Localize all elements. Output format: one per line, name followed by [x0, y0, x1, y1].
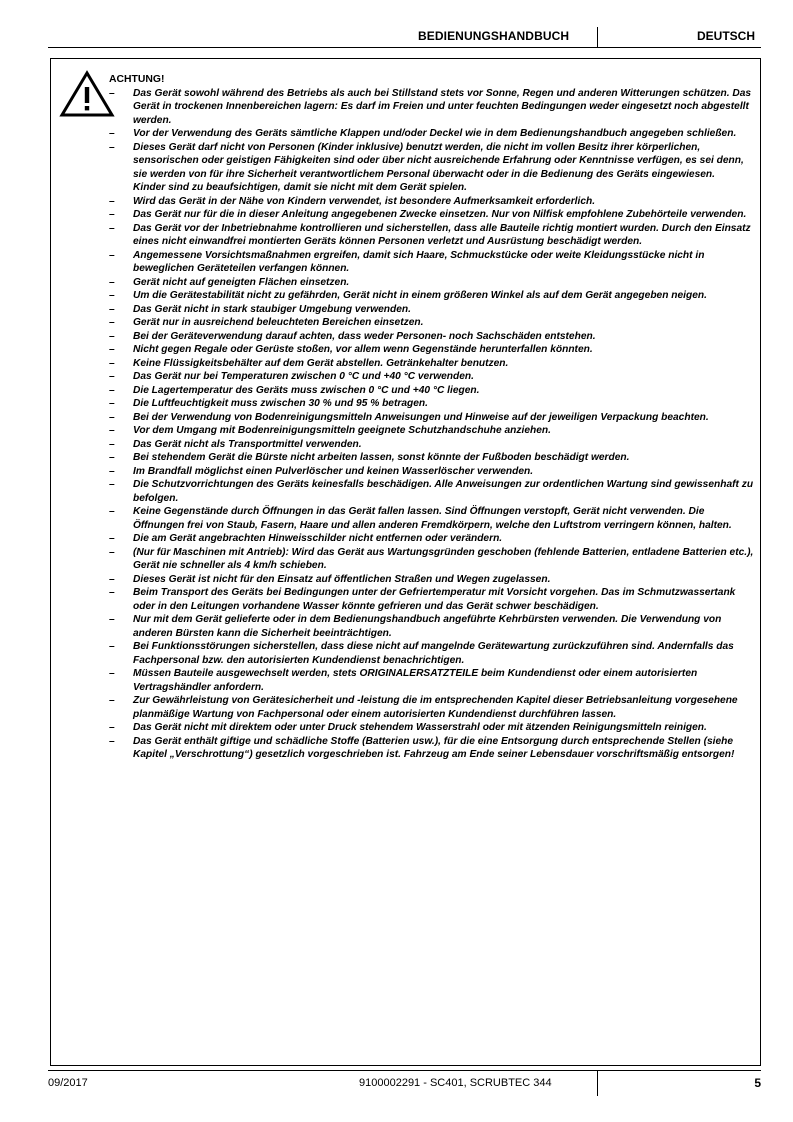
warning-item-text: Die Luftfeuchtigkeit muss zwischen 30 % und 95 % betragen.	[133, 398, 428, 409]
dash-bullet: –	[109, 290, 115, 301]
dash-bullet: –	[109, 587, 115, 598]
dash-bullet: –	[109, 330, 115, 342]
warning-item-text: Beim Transport des Geräts bei Bedingungen unter der Gefriertemperatur mit Vorsicht vorgehen. Das im Schmutzwassertank oder in den Leitungen vorhandene Wasser könnte gefrieren und das Gerät schwer beschädigen.	[133, 587, 736, 612]
warning-item	[109, 573, 755, 587]
warning-item	[109, 276, 755, 290]
warning-item-text: Das Gerät vor der Inbetriebnahme kontrollieren und sicherstellen, dass alle Bauteile richtig montiert wurden. Durch den Einsatz eines nicht einwandfrei montierten Geräts können Personen verletzt und Ausrüstung beschädigt werden.	[133, 222, 751, 247]
warning-item-text: Die am Gerät angebrachten Hinweisschilder nicht entfernen oder verändern.	[133, 533, 503, 544]
dash-bullet: –	[109, 128, 115, 139]
warning-item	[109, 222, 755, 249]
warning-item	[109, 546, 755, 573]
warning-item	[109, 289, 755, 303]
dash-bullet: –	[109, 317, 115, 328]
warning-item-text: Das Gerät enthält giftige und schädliche Stoffe (Batterien usw.), für die eine Entsorgung durch entsprechende Stellen (siehe Kapitel „Verschrottung“) gesetzlich vorgeschrieben ist. Fahrzeug am Ende seiner Lebensdauer vorschriftsmäßig entsorgen!	[133, 735, 735, 760]
warning-item-text: Bei Funktionsstörungen sicherstellen, dass diese nicht auf mangelnde Gerätewartung zurückzuführen sind. Andernfalls das Fachpersonal bzw. den autorisierten Kundendienst benachrichtigen.	[133, 641, 734, 666]
warning-item	[109, 127, 755, 141]
warning-item	[109, 465, 755, 479]
warning-item	[109, 316, 755, 330]
dash-bullet: –	[109, 533, 115, 544]
warning-item	[109, 87, 755, 128]
warning-item-text: Im Brandfall möglichst einen Pulverlöscher und keinen Wasserlöscher verwenden.	[133, 465, 534, 477]
footer-separator	[597, 1070, 598, 1096]
dash-bullet: –	[109, 438, 115, 450]
warning-item	[109, 411, 755, 425]
warning-item	[109, 330, 755, 344]
warning-item-text: Bei stehendem Gerät die Bürste nicht arbeiten lassen, sonst könnte der Fußboden beschädigt werden.	[133, 452, 630, 463]
dash-bullet: –	[109, 614, 115, 625]
warning-item-text: Die Schutzvorrichtungen des Geräts keinesfalls beschädigen. Alle Anweisungen zur ordentlichen Wartung sind gewissenhaft zu befolgen.	[133, 479, 754, 504]
warning-item-subtext: Kinder sind zu beaufsichtigen, damit sie nicht mit dem Gerät spielen.	[133, 182, 467, 193]
warning-item-text: Nur mit dem Gerät gelieferte oder in dem Bedienungshandbuch angeführte Kehrbürsten verwenden. Die Verwendung von anderen Bürsten kann die Sicherheit beeinträchtigen.	[133, 614, 722, 639]
warning-item	[109, 370, 755, 384]
warning-item-text: Bei der Geräteverwendung darauf achten, dass weder Personen- noch Sachschäden entstehen.	[133, 330, 596, 342]
warning-item	[109, 208, 755, 222]
warning-item-text: Müssen Bauteile ausgewechselt werden, stets ORIGINALERSATZTEILE beim Kundendienst oder einem autorisierten Vertragshändler anfordern.	[133, 668, 698, 693]
dash-bullet: –	[109, 209, 115, 220]
dash-bullet: –	[109, 344, 115, 355]
dash-bullet: –	[109, 465, 115, 477]
warning-item-text: Das Gerät nicht als Transportmittel verwenden.	[133, 438, 362, 450]
dash-bullet: –	[109, 141, 115, 153]
dash-bullet: –	[109, 195, 115, 207]
warning-item	[109, 438, 755, 452]
header-rule	[48, 47, 761, 48]
dash-bullet: –	[109, 641, 115, 652]
warning-item	[109, 141, 755, 195]
warning-item	[109, 721, 755, 735]
warning-item	[109, 397, 755, 411]
footer-model: 9100002291 - SC401, SCRUBTEC 344	[359, 1077, 552, 1089]
warning-item-text: Das Gerät nicht in stark staubiger Umgebung verwenden.	[133, 303, 411, 315]
warning-item	[109, 735, 755, 762]
dash-bullet: –	[109, 303, 115, 315]
warning-item	[109, 424, 755, 438]
warning-item	[109, 532, 755, 546]
warning-item	[109, 384, 755, 398]
dash-bullet: –	[109, 695, 115, 706]
dash-bullet: –	[109, 668, 115, 679]
warning-title: ACHTUNG!	[109, 74, 165, 85]
warning-item-text: Vor der Verwendung des Geräts sämtliche Klappen und/oder Deckel wie in dem Bedienungshandbuch angegeben schließen.	[133, 128, 737, 139]
warning-item	[109, 694, 755, 721]
warning-item	[109, 303, 755, 317]
warning-item	[109, 505, 755, 532]
header-separator	[597, 27, 598, 47]
warning-item	[109, 195, 755, 209]
dash-bullet: –	[109, 249, 115, 261]
warning-item-text: Dieses Gerät darf nicht von Personen (Kinder inklusive) benutzt werden, die nicht im vollen Besitz ihrer körperlichen, sensorischen oder geistigen Fähigkeiten sind oder über nicht ausreichende Erfahrung oder Kenntnisse verfügen, es sei denn, sie werden von für ihre Sicherheit verantwortlichem Personal überwacht oder in die Bedienung des Geräts eingewiesen.	[133, 141, 744, 180]
dash-bullet: –	[109, 371, 115, 382]
warning-triangle-icon	[59, 70, 115, 118]
page-number: 5	[754, 1076, 761, 1090]
warning-item-text: Das Gerät nur für die in dieser Anleitung angegebenen Zwecke einsetzen. Nur von Nilfisk empfohlene Zubehörteile verwenden.	[133, 209, 747, 220]
warning-item	[109, 357, 755, 371]
warning-item	[109, 667, 755, 694]
warning-item-text: Keine Flüssigkeitsbehälter auf dem Gerät abstellen. Getränkehalter benutzen.	[133, 357, 509, 369]
warning-item-text: Bei der Verwendung von Bodenreinigungsmitteln Anweisungen und Hinweise auf der jeweiligen Verpackung beachten.	[133, 411, 709, 423]
dash-bullet: –	[109, 411, 115, 423]
dash-bullet: –	[109, 546, 115, 558]
dash-bullet: –	[109, 384, 115, 396]
warning-item-text: Das Gerät sowohl während des Betriebs als auch bei Stillstand stets vor Sonne, Regen und anderen Witterungen schützen. Das Gerät in trockenen Innenbereichen lagern: Es darf im Freien und unter feuchten Bedingungen weder eingesetzt noch abgestellt werden.	[133, 87, 752, 126]
dash-bullet: –	[109, 722, 115, 733]
document-title: BEDIENUNGSHANDBUCH	[418, 29, 570, 43]
warning-item-text: Wird das Gerät in der Nähe von Kindern verwendet, ist besondere Aufmerksamkeit erforderlich.	[133, 195, 596, 207]
language-label: DEUTSCH	[696, 29, 755, 43]
warning-list	[109, 87, 755, 762]
dash-bullet: –	[109, 735, 115, 747]
warning-item-text: Gerät nicht auf geneigten Flächen einsetzen.	[133, 276, 350, 288]
dash-bullet: –	[109, 357, 115, 369]
warning-item	[109, 478, 755, 505]
warning-content	[109, 73, 755, 762]
warning-item-text: Dieses Gerät ist nicht für den Einsatz auf öffentlichen Straßen und Wegen zugelassen.	[133, 573, 551, 585]
dash-bullet: –	[109, 222, 115, 234]
dash-bullet: –	[109, 506, 115, 517]
warning-item-text: Keine Gegenstände durch Öffnungen in das Gerät fallen lassen. Sind Öffnungen verstopft, Gerät nicht verwenden. Die Öffnungen frei von Staub, Fasern, Haare und allen anderen Fremdkörpern, welche den Luftstrom verringern können, halten.	[133, 506, 732, 531]
warning-item-text: Das Gerät nicht mit direktem oder unter Druck stehendem Wasserstrahl oder mit ätzenden Reinigungsmitteln reinigen.	[133, 722, 707, 733]
warning-item-text: Angemessene Vorsichtsmaßnahmen ergreifen, damit sich Haare, Schmuckstücke oder weite Kleidungsstücke nicht in beweglichen Geräteteilen verfangen können.	[133, 249, 705, 274]
warning-item	[109, 586, 755, 613]
warning-item	[109, 343, 755, 357]
footer-rule	[48, 1070, 761, 1071]
dash-bullet: –	[109, 398, 115, 409]
dash-bullet: –	[109, 479, 115, 490]
warning-item-text: Das Gerät nur bei Temperaturen zwischen 0 °C und +40 °C verwenden.	[133, 371, 474, 382]
dash-bullet: –	[109, 573, 115, 585]
warning-item-text: Vor dem Umgang mit Bodenreinigungsmitteln geeignete Schutzhandschuhe anziehen.	[133, 425, 551, 436]
warning-item-text: (Nur für Maschinen mit Antrieb): Wird das Gerät aus Wartungsgründen geschoben (fehlende Batterien, entladene Batterien etc.), Gerät nie schneller als 4 km/h schieben.	[133, 546, 754, 571]
warning-item	[109, 640, 755, 667]
dash-bullet: –	[109, 452, 115, 463]
warning-item-text: Um die Gerätestabilität nicht zu gefährden, Gerät nicht in einem größeren Winkel als auf dem Gerät angegeben neigen.	[133, 290, 707, 301]
warning-item-text: Gerät nur in ausreichend beleuchteten Bereichen einsetzen.	[133, 317, 424, 328]
warning-item-text: Die Lagertemperatur des Geräts muss zwischen 0 °C und +40 °C liegen.	[133, 384, 480, 396]
dash-bullet: –	[109, 425, 115, 436]
warning-item	[109, 613, 755, 640]
dash-bullet: –	[109, 87, 115, 99]
warning-item-text: Nicht gegen Regale oder Gerüste stoßen, vor allem wenn Gegenstände herunterfallen könnten.	[133, 344, 593, 355]
warning-item	[109, 451, 755, 465]
warning-item-text: Zur Gewährleistung von Gerätesicherheit und -leistung die im entsprechenden Kapitel dieser Betriebsanleitung vorgesehene planmäßige Wartung von Fachpersonal oder einem autorisierten Kundendienst durchführen lassen.	[133, 695, 738, 720]
dash-bullet: –	[109, 276, 115, 288]
footer-date: 09/2017	[48, 1077, 88, 1089]
warning-item	[109, 249, 755, 276]
